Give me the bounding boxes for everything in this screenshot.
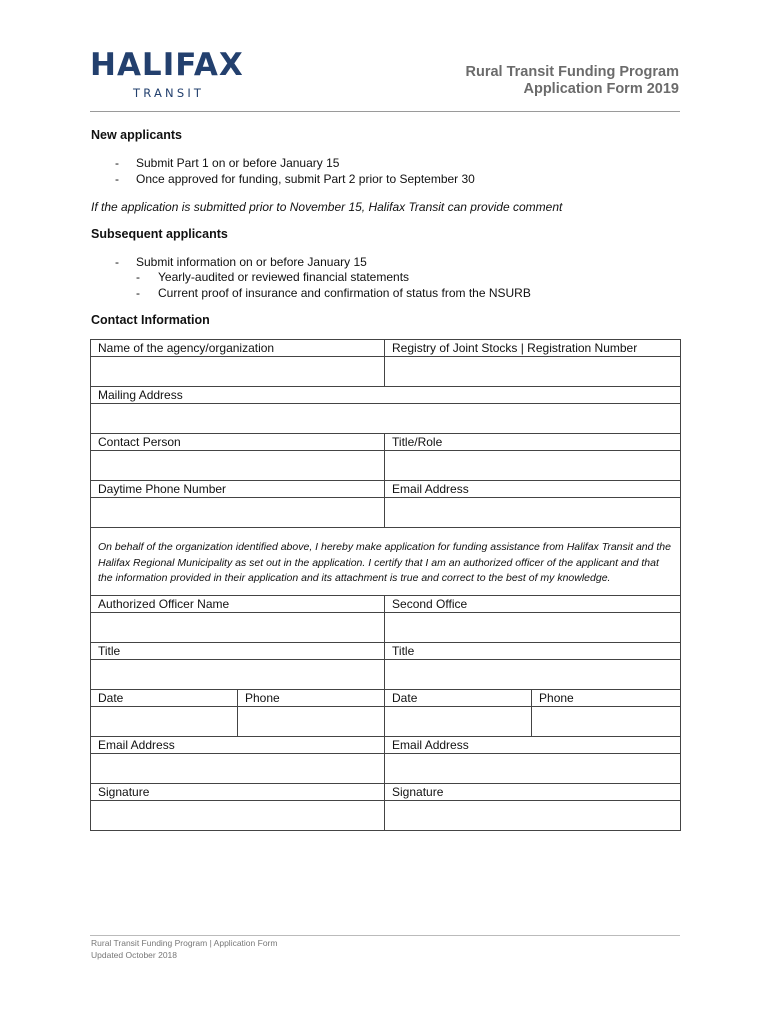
officer2-signature-field[interactable] [385, 800, 681, 830]
bullet-dash: - [136, 286, 140, 300]
header-program-title: Rural Transit Funding Program [465, 64, 679, 80]
submission-note: If the application is submitted prior to November 15, Halifax Transit can provide comment [91, 200, 563, 214]
officer1-signature-label: Signature [91, 783, 385, 800]
bullet-dash: - [115, 172, 119, 186]
officer1-phone-label: Phone [238, 689, 385, 706]
officer2-date-field[interactable] [385, 706, 532, 736]
footer-divider [90, 935, 680, 936]
authorized-officer-name-field[interactable] [91, 612, 385, 642]
application-form-table [90, 339, 681, 831]
declaration-text: On behalf of the organization identified above, I hereby make application for funding assistance from Halifax Transit and the Halifax Regional Municipality as set out in the application. I certify that I am an authorized officer of the applicant and that the information provided in their application and its attachment is true and correct to the best of my knowledge. [91, 528, 681, 596]
contact-person-label: Contact Person [91, 434, 385, 451]
list-subitem: Current proof of insurance and confirmation of status from the NSURB [158, 286, 531, 300]
officer1-email-field[interactable] [91, 753, 385, 783]
second-officer-field[interactable] [385, 612, 681, 642]
officer1-date-field[interactable] [91, 706, 238, 736]
footer-updated-date: Updated October 2018 [91, 950, 178, 960]
officer1-signature-field[interactable] [91, 800, 385, 830]
list-item: Submit information on or before January 15 [136, 255, 367, 269]
agency-name-label: Name of the agency/organization [91, 340, 385, 357]
title-role-field[interactable] [385, 451, 681, 481]
officer2-phone-field[interactable] [532, 706, 681, 736]
header-form-title: Application Form 2019 [523, 81, 679, 97]
daytime-phone-field[interactable] [91, 498, 385, 528]
officer2-email-label: Email Address [385, 736, 681, 753]
transit-logo-subtitle: TRANSIT [133, 86, 205, 100]
title-role-label: Title/Role [385, 434, 681, 451]
officer2-phone-label: Phone [532, 689, 681, 706]
mailing-address-label: Mailing Address [91, 387, 681, 404]
bullet-dash: - [115, 255, 119, 269]
bullet-dash: - [136, 270, 140, 284]
halifax-logo: HALIFAX [90, 47, 244, 83]
officer1-email-label: Email Address [91, 736, 385, 753]
officer1-phone-field[interactable] [238, 706, 385, 736]
subsequent-applicants-heading: Subsequent applicants [91, 227, 228, 241]
contact-information-heading: Contact Information [91, 313, 210, 327]
officer2-signature-label: Signature [385, 783, 681, 800]
officer2-title-field[interactable] [385, 659, 681, 689]
email-address-field[interactable] [385, 498, 681, 528]
second-officer-label: Second Office [385, 595, 681, 612]
officer2-title-label: Title [385, 642, 681, 659]
officer2-date-label: Date [385, 689, 532, 706]
list-item: Submit Part 1 on or before January 15 [136, 156, 340, 170]
bullet-dash: - [115, 156, 119, 170]
officer1-title-field[interactable] [91, 659, 385, 689]
footer-form-name: Rural Transit Funding Program | Application Form [91, 938, 278, 948]
agency-name-field[interactable] [91, 357, 385, 387]
list-item: Once approved for funding, submit Part 2 prior to September 30 [136, 172, 475, 186]
daytime-phone-label: Daytime Phone Number [91, 481, 385, 498]
authorized-officer-name-label: Authorized Officer Name [91, 595, 385, 612]
officer1-title-label: Title [91, 642, 385, 659]
officer1-date-label: Date [91, 689, 238, 706]
mailing-address-field[interactable] [91, 404, 681, 434]
registry-number-label: Registry of Joint Stocks | Registration Number [385, 340, 681, 357]
list-subitem: Yearly-audited or reviewed financial statements [158, 270, 410, 284]
contact-person-field[interactable] [91, 451, 385, 481]
registry-number-field[interactable] [385, 357, 681, 387]
officer2-email-field[interactable] [385, 753, 681, 783]
new-applicants-heading: New applicants [91, 128, 182, 142]
header-divider [90, 111, 680, 112]
email-address-label: Email Address [385, 481, 681, 498]
